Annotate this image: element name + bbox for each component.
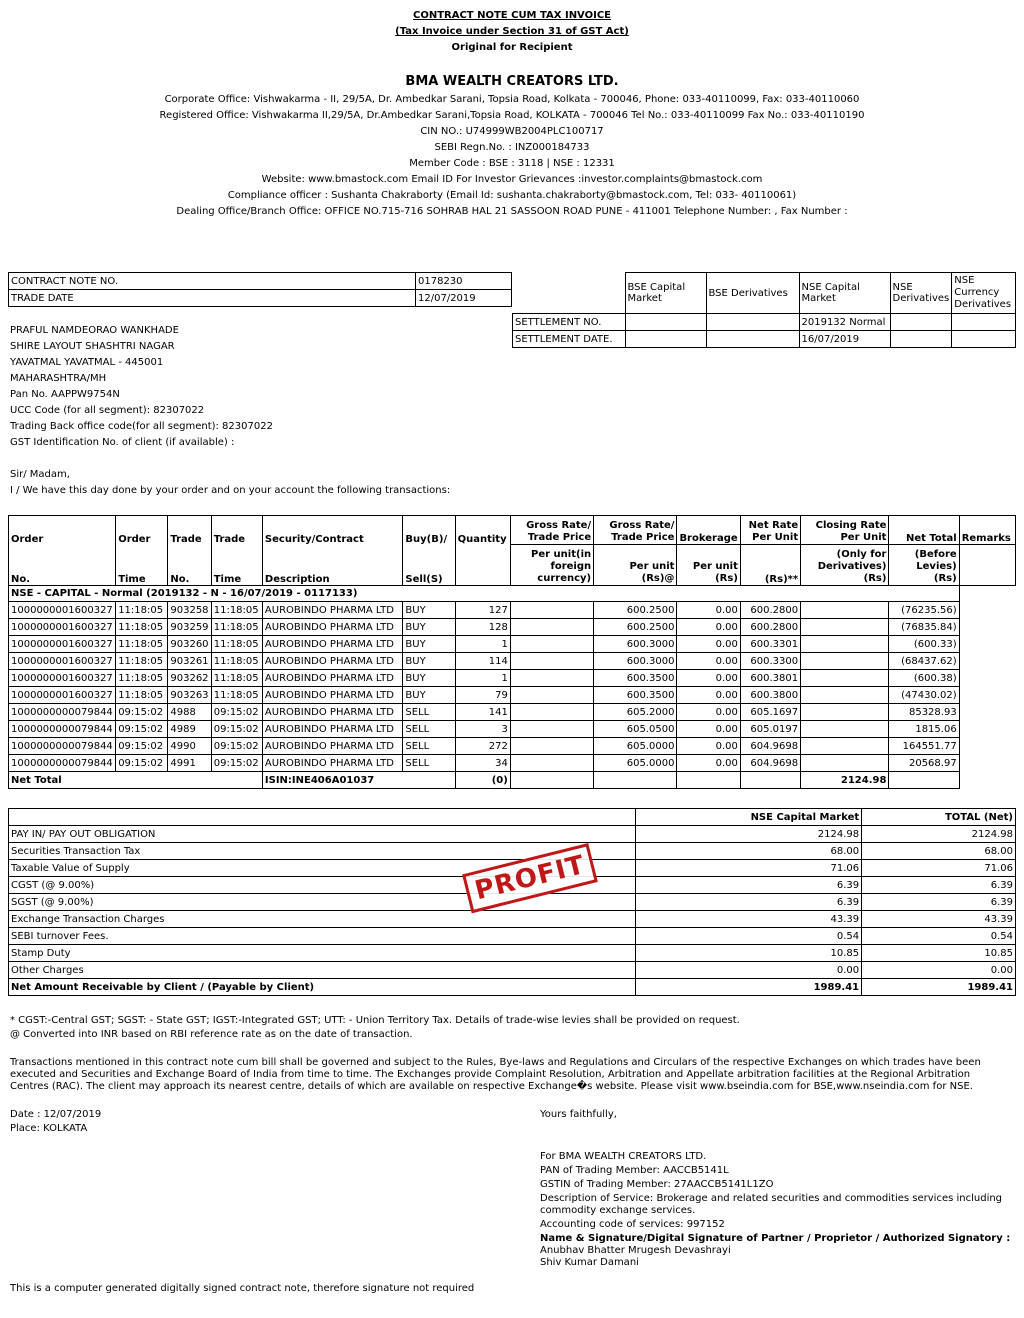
net-total-value: 2124.98 (801, 772, 889, 789)
summary-row (9, 843, 1016, 860)
trade-cell: 600.3000 (594, 653, 677, 670)
trade-cell: (76835.84) (889, 619, 959, 636)
trade-cell: 604.9698 (740, 755, 800, 772)
trade-cell: AUROBINDO PHARMA LTD (262, 687, 403, 704)
trade-cell (801, 602, 889, 619)
trade-cell: SELL (403, 704, 455, 721)
trade-cell: 11:18:05 (116, 619, 168, 636)
trade-cell: 164551.77 (889, 738, 959, 755)
trade-cell: 79 (455, 687, 510, 704)
segment-table (512, 272, 1016, 348)
terms-paragraph-line: Centres (RAC). The client may approach its nearest centre, details of which are available on respective Exchange�s website. Please visit www.bseindia.com for BSE,www.nseindia.com for NSE. (10, 1081, 973, 1092)
trade-row (9, 721, 1016, 738)
segment-header: BSE Capital Market (625, 273, 706, 314)
trade-cell: 0.00 (677, 670, 740, 687)
trade-cell: 11:18:05 (116, 687, 168, 704)
trade-cell: 0.00 (677, 602, 740, 619)
trade-cell: BUY (403, 636, 455, 653)
trade-cell: 4989 (168, 721, 211, 738)
trade-cell: 605.1697 (740, 704, 800, 721)
trade-row (9, 738, 1016, 755)
yours-faithfully: Yours faithfully, (540, 1109, 617, 1120)
trade-cell: 09:15:02 (116, 738, 168, 755)
col-subheader: Per unit (Rs)@ (594, 545, 677, 586)
dealing-office: Dealing Office/Branch Office: OFFICE NO.715-716 SOHRAB HAL 21 SASSOON ROAD PUNE - 411001 Telephone Number: , Fax Number : (176, 206, 848, 217)
trade-cell: 85328.93 (889, 704, 959, 721)
summary-value: 6.39 (862, 877, 1016, 894)
client-address-line: SHIRE LAYOUT SHASHTRI NAGAR (10, 341, 175, 352)
trade-cell: 09:15:02 (211, 755, 262, 772)
trade-row (9, 636, 1016, 653)
trade-cell (801, 738, 889, 755)
trade-cell (510, 619, 593, 636)
col-header: Net Total (889, 516, 959, 545)
trade-cell (959, 636, 1015, 653)
summary-label: Other Charges (9, 962, 636, 979)
summary-row (9, 962, 1016, 979)
trade-cell: 09:15:02 (116, 721, 168, 738)
trade-cell: 09:15:02 (211, 721, 262, 738)
col-subheader (455, 545, 510, 586)
net-quantity: (0) (455, 772, 510, 789)
trade-cell: (68437.62) (889, 653, 959, 670)
intro-text: I / We have this day done by your order and on your account the following transactions: (10, 485, 451, 496)
net-blank (889, 772, 959, 789)
trade-cell: 600.3800 (740, 687, 800, 704)
terms-paragraph-line: executed and Securities and Exchange Board of India from time to time. The Exchanges provide Complaint Resolution, Arbitration and Appellate arbitration facilities at the Regional Arbitration (10, 1069, 971, 1080)
net-amount-nse: 1989.41 (636, 979, 862, 996)
trade-cell: 128 (455, 619, 510, 636)
trade-cell: 600.2500 (594, 602, 677, 619)
section-label: NSE - CAPITAL - Normal (2019132 - N - 16/07/2019 - 0117133) (9, 586, 960, 602)
summary-corner (9, 809, 636, 826)
signatory-names: Anubhav Bhatter Mrugesh Devashrayi (540, 1245, 731, 1256)
trade-cell (510, 602, 593, 619)
trade-cell: 11:18:05 (211, 653, 262, 670)
col-subheader: (Before Levies) (Rs) (889, 545, 959, 586)
trade-cell: AUROBINDO PHARMA LTD (262, 721, 403, 738)
trade-cell: SELL (403, 755, 455, 772)
net-blank (959, 772, 1015, 789)
segment-header: NSE Currency Derivatives (952, 273, 1016, 314)
trade-cell (959, 721, 1015, 738)
col-subheader: Description (262, 545, 403, 586)
trade-cell: AUROBINDO PHARMA LTD (262, 653, 403, 670)
settlement-no-cell: 2019132 Normal (799, 314, 890, 331)
client-pan: Pan No. AAPPW9754N (10, 389, 120, 400)
summary-value: 6.39 (636, 894, 862, 911)
summary-row (9, 826, 1016, 843)
segment-header: BSE Derivatives (706, 273, 799, 314)
trade-cell (510, 755, 593, 772)
trade-cell: 605.0000 (594, 738, 677, 755)
trade-row (9, 687, 1016, 704)
net-total-row (9, 772, 1016, 789)
trade-cell: 600.3500 (594, 670, 677, 687)
settlement-no-cell (890, 314, 952, 331)
summary-value: 2124.98 (862, 826, 1016, 843)
trade-cell: 09:15:02 (211, 738, 262, 755)
footer-place: Place: KOLKATA (10, 1123, 88, 1134)
accounting-code: Accounting code of services: 997152 (540, 1219, 725, 1230)
settlement-no-cell (952, 314, 1016, 331)
summary-row (9, 928, 1016, 945)
col-header: Brokerage (677, 516, 740, 545)
trade-cell: 09:15:02 (211, 704, 262, 721)
col-header: Order (9, 516, 116, 545)
trade-cell: 604.9698 (740, 738, 800, 755)
trade-cell: AUROBINDO PHARMA LTD (262, 602, 403, 619)
contract-info-table (8, 272, 512, 307)
company-name: BMA WEALTH CREATORS LTD. (405, 74, 619, 89)
contract-note-number: 0178230 (416, 273, 512, 290)
trade-cell (959, 670, 1015, 687)
trade-row (9, 704, 1016, 721)
summary-label: Stamp Duty (9, 945, 636, 962)
trade-cell: 11:18:05 (211, 636, 262, 653)
corporate-office: Corporate Office: Vishwakarma - II, 29/5A, Dr. Ambedkar Sarani, Topsia Road, Kolkata - 700046, Phone: 033-40110099, Fax: 033-40110060 (164, 94, 860, 105)
col-header: Remarks (959, 516, 1015, 545)
client-backoffice-code: Trading Back office code(for all segment): 82307022 (10, 421, 273, 432)
trade-cell: (600.38) (889, 670, 959, 687)
trade-cell: 600.3301 (740, 636, 800, 653)
trade-cell: 600.2800 (740, 619, 800, 636)
profit-stamp-text: PROFIT (462, 843, 598, 913)
trade-cell: AUROBINDO PHARMA LTD (262, 738, 403, 755)
terms-paragraph-line: Transactions mentioned in this contract note cum bill shall be governed and subject to the Rules, Bye-laws and Regulations and Circulars of the respective Exchanges on which trades have been (10, 1057, 981, 1068)
summary-value: 43.39 (862, 911, 1016, 928)
col-header: Order (116, 516, 168, 545)
trade-cell: 903262 (168, 670, 211, 687)
trade-row (9, 670, 1016, 687)
trade-cell: 0.00 (677, 755, 740, 772)
settlement-date-cell (706, 331, 799, 348)
col-header: Net Rate Per Unit (740, 516, 800, 545)
trade-cell: 0.00 (677, 653, 740, 670)
col-header: Trade (168, 516, 211, 545)
isin-value: ISIN:INE406A01037 (262, 772, 455, 789)
summary-label: PAY IN/ PAY OUT OBLIGATION (9, 826, 636, 843)
trade-cell: 605.0197 (740, 721, 800, 738)
trade-cell (959, 687, 1015, 704)
col-subheader: Time (211, 545, 262, 586)
summary-value: 71.06 (862, 860, 1016, 877)
trade-cell: 605.0000 (594, 755, 677, 772)
trade-cell: 4991 (168, 755, 211, 772)
section-blank (959, 586, 1015, 602)
trade-cell: 903258 (168, 602, 211, 619)
trade-cell: AUROBINDO PHARMA LTD (262, 636, 403, 653)
col-subheader: Sell(S) (403, 545, 455, 586)
summary-label: SEBI turnover Fees. (9, 928, 636, 945)
trade-cell (959, 738, 1015, 755)
compliance-officer: Compliance officer : Sushanta Chakraborty (Email Id: sushanta.chakraborty@bmastock.com, Tel: 033- 40110061) (227, 190, 797, 201)
summary-col-header: NSE Capital Market (636, 809, 862, 826)
original-label: Original for Recipient (451, 42, 573, 53)
trade-cell: 11:18:05 (211, 602, 262, 619)
footer-date: Date : 12/07/2019 (10, 1109, 102, 1120)
col-header: Buy(B)/ (403, 516, 455, 545)
registered-office: Registered Office: Vishwakarma II,29/5A, Dr.Ambedkar Sarani,Topsia Road, KOLKATA - 700046 Tel No.: 033-40110099 Fax No.: 033-40110190 (159, 110, 865, 121)
trade-cell: 127 (455, 602, 510, 619)
summary-value: 68.00 (636, 843, 862, 860)
trade-cell: 605.0500 (594, 721, 677, 738)
summary-label: Securities Transaction Tax (9, 843, 636, 860)
trade-cell: AUROBINDO PHARMA LTD (262, 755, 403, 772)
settlement-date-cell (952, 331, 1016, 348)
trade-cell: (600.33) (889, 636, 959, 653)
trade-cell: 20568.97 (889, 755, 959, 772)
trade-cell (959, 619, 1015, 636)
summary-value: 2124.98 (636, 826, 862, 843)
trade-cell (510, 687, 593, 704)
trade-cell: 903261 (168, 653, 211, 670)
col-header: Security/Contract (262, 516, 403, 545)
net-amount-label: Net Amount Receivable by Client / (Payable by Client) (9, 979, 636, 996)
client-address-line: YAVATMAL YAVATMAL - 445001 (10, 357, 164, 368)
settlement-date-label: SETTLEMENT DATE. (513, 331, 626, 348)
trade-cell: 1 (455, 636, 510, 653)
trade-cell (801, 636, 889, 653)
trade-cell (510, 653, 593, 670)
summary-label: Exchange Transaction Charges (9, 911, 636, 928)
trade-cell: 141 (455, 704, 510, 721)
col-subheader: (Only for Derivatives) (Rs) (801, 545, 889, 586)
segment-blank (513, 273, 626, 314)
trade-cell: (76235.56) (889, 602, 959, 619)
net-blank (740, 772, 800, 789)
summary-label: Taxable Value of Supply (9, 860, 636, 877)
net-amount-total: 1989.41 (862, 979, 1016, 996)
segment-header: NSE Capital Market (799, 273, 890, 314)
member-pan: PAN of Trading Member: AACCB5141L (540, 1165, 729, 1176)
col-subheader: No. (168, 545, 211, 586)
trade-cell: 1000000001600327 (9, 602, 116, 619)
col-subheader: (Rs)** (740, 545, 800, 586)
rbi-footnote: @ Converted into INR based on RBI reference rate as on the date of transaction. (10, 1029, 413, 1040)
client-name: PRAFUL NAMDEORAO WANKHADE (10, 325, 179, 336)
client-gst: GST Identification No. of client (if available) : (10, 437, 235, 448)
summary-value: 10.85 (862, 945, 1016, 962)
trade-cell: 600.3500 (594, 687, 677, 704)
for-company: For BMA WEALTH CREATORS LTD. (540, 1151, 707, 1162)
summary-value: 68.00 (862, 843, 1016, 860)
col-subheader: Per unit(in foreign currency) (510, 545, 593, 586)
trade-cell: (47430.02) (889, 687, 959, 704)
trade-cell: 0.00 (677, 636, 740, 653)
net-blank (594, 772, 677, 789)
summary-label: SGST (@ 9.00%) (9, 894, 636, 911)
trade-row (9, 755, 1016, 772)
trade-cell: 1000000001600327 (9, 653, 116, 670)
trade-cell (801, 704, 889, 721)
member-code: Member Code : BSE : 3118 | NSE : 12331 (409, 158, 615, 169)
trade-row (9, 653, 1016, 670)
client-state: MAHARASHTRA/MH (10, 373, 107, 384)
service-description: commodity exchange services. (540, 1205, 696, 1216)
trade-cell: 0.00 (677, 738, 740, 755)
trade-cell: AUROBINDO PHARMA LTD (262, 619, 403, 636)
trade-cell (959, 602, 1015, 619)
settlement-no-cell (625, 314, 706, 331)
trade-cell: 4990 (168, 738, 211, 755)
net-blank (677, 772, 740, 789)
trade-cell (801, 755, 889, 772)
trade-cell: 11:18:05 (211, 687, 262, 704)
trade-cell: 1000000001600327 (9, 687, 116, 704)
trade-cell: 09:15:02 (116, 704, 168, 721)
col-header: Closing Rate Per Unit (801, 516, 889, 545)
trade-cell (801, 619, 889, 636)
summary-col-header: TOTAL (Net) (862, 809, 1016, 826)
trade-date-value: 12/07/2019 (416, 290, 512, 307)
settlement-date-cell: 16/07/2019 (799, 331, 890, 348)
segment-header: NSE Derivatives (890, 273, 952, 314)
section-row (9, 586, 1016, 602)
trade-cell: BUY (403, 602, 455, 619)
trade-cell: 4988 (168, 704, 211, 721)
trade-cell: SELL (403, 738, 455, 755)
col-subheader: No. (9, 545, 116, 586)
trade-cell (510, 670, 593, 687)
trade-cell: BUY (403, 619, 455, 636)
trade-cell: 11:18:05 (116, 670, 168, 687)
trade-cell: 34 (455, 755, 510, 772)
trade-cell: 11:18:05 (211, 670, 262, 687)
trade-cell: 903259 (168, 619, 211, 636)
trade-cell: 1000000000079844 (9, 738, 116, 755)
client-ucc: UCC Code (for all segment): 82307022 (10, 405, 205, 416)
trade-cell: 903260 (168, 636, 211, 653)
salutation: Sir/ Madam, (10, 469, 70, 480)
trades-table (8, 515, 1016, 789)
trade-cell: 1000000000079844 (9, 755, 116, 772)
trade-cell: 600.3300 (740, 653, 800, 670)
website-email: Website: www.bmastock.com Email ID For Investor Grievances :investor.complaints@bmastock.com (261, 174, 763, 185)
settlement-date-cell (890, 331, 952, 348)
trade-cell (801, 721, 889, 738)
trades-subheader-row (9, 545, 1016, 586)
trade-cell (959, 704, 1015, 721)
trade-cell: 600.2500 (594, 619, 677, 636)
trade-date-label: TRADE DATE (9, 290, 416, 307)
summary-label: CGST (@ 9.00%) (9, 877, 636, 894)
trade-cell: BUY (403, 653, 455, 670)
col-subheader (959, 545, 1015, 586)
summary-value: 71.06 (636, 860, 862, 877)
sebi-registration: SEBI Regn.No. : INZ000184733 (434, 142, 590, 153)
net-blank (510, 772, 593, 789)
summary-value: 10.85 (636, 945, 862, 962)
trade-cell: 600.3000 (594, 636, 677, 653)
contract-note-label: CONTRACT NOTE NO. (9, 273, 416, 290)
trade-cell: 605.2000 (594, 704, 677, 721)
trade-cell: 272 (455, 738, 510, 755)
trade-cell (510, 704, 593, 721)
col-subheader: Time (116, 545, 168, 586)
trade-cell: 1000000001600327 (9, 670, 116, 687)
summary-row (9, 945, 1016, 962)
cin-number: CIN NO.: U74999WB2004PLC100717 (420, 126, 604, 137)
trade-cell: 0.00 (677, 704, 740, 721)
trade-cell: 1000000001600327 (9, 636, 116, 653)
summary-value: 0.54 (636, 928, 862, 945)
document-title: CONTRACT NOTE CUM TAX INVOICE (412, 10, 612, 21)
trade-cell: 600.3801 (740, 670, 800, 687)
trade-cell: 11:18:05 (116, 602, 168, 619)
trade-cell: 1000000000079844 (9, 721, 116, 738)
trade-cell (510, 636, 593, 653)
settlement-no-cell (706, 314, 799, 331)
signatory-label: Name & Signature/Digital Signature of Partner / Proprietor / Authorized Signatory : (540, 1233, 1011, 1244)
trade-cell: 1815.06 (889, 721, 959, 738)
trade-cell: 11:18:05 (116, 653, 168, 670)
gst-footnote: * CGST:-Central GST; SGST: - State GST; IGST:-Integrated GST; UTT: - Union Territory Tax. Details of trade-wise levies shall be provided on request. (10, 1015, 740, 1026)
net-total-label: Net Total (9, 772, 263, 789)
trade-cell: 600.2800 (740, 602, 800, 619)
trade-cell: 0.00 (677, 687, 740, 704)
summary-value: 0.00 (636, 962, 862, 979)
trade-cell: BUY (403, 670, 455, 687)
trade-row (9, 619, 1016, 636)
trade-cell: SELL (403, 721, 455, 738)
summary-value: 0.54 (862, 928, 1016, 945)
trade-cell: 11:18:05 (116, 636, 168, 653)
trade-cell: 0.00 (677, 721, 740, 738)
computer-generated-note: This is a computer generated digitally signed contract note, therefore signature not required (10, 1283, 475, 1294)
trade-cell: 903263 (168, 687, 211, 704)
service-description: Description of Service: Brokerage and related securities and commodities services including (540, 1193, 1003, 1204)
col-header: Trade (211, 516, 262, 545)
summary-value: 0.00 (862, 962, 1016, 979)
trade-cell (801, 653, 889, 670)
trade-cell: 3 (455, 721, 510, 738)
trade-cell (959, 755, 1015, 772)
member-gstin: GSTIN of Trading Member: 27AACCB5141L1ZO (540, 1179, 774, 1190)
trade-cell: 11:18:05 (211, 619, 262, 636)
col-header: Gross Rate/ Trade Price (594, 516, 677, 545)
trade-cell: 1 (455, 670, 510, 687)
signatory-names: Shiv Kumar Damani (540, 1257, 639, 1268)
trade-cell: BUY (403, 687, 455, 704)
col-header: Quantity (455, 516, 510, 545)
settlement-date-cell (625, 331, 706, 348)
col-header: Gross Rate/ Trade Price (510, 516, 593, 545)
trade-cell: 0.00 (677, 619, 740, 636)
trade-cell: AUROBINDO PHARMA LTD (262, 670, 403, 687)
trade-cell (959, 653, 1015, 670)
summary-value: 6.39 (636, 877, 862, 894)
trade-cell (510, 721, 593, 738)
col-subheader: Per unit (Rs) (677, 545, 740, 586)
trade-cell: 09:15:02 (116, 755, 168, 772)
summary-value: 6.39 (862, 894, 1016, 911)
trade-cell: AUROBINDO PHARMA LTD (262, 704, 403, 721)
trade-row (9, 602, 1016, 619)
trade-cell (510, 738, 593, 755)
trades-header-row (9, 516, 1016, 545)
trade-cell (801, 687, 889, 704)
settlement-no-label: SETTLEMENT NO. (513, 314, 626, 331)
trade-cell (801, 670, 889, 687)
document-subtitle: (Tax Invoice under Section 31 of GST Act) (395, 26, 629, 37)
trade-cell: 1000000000079844 (9, 704, 116, 721)
trade-cell: 114 (455, 653, 510, 670)
trade-cell: 1000000001600327 (9, 619, 116, 636)
summary-value: 43.39 (636, 911, 862, 928)
